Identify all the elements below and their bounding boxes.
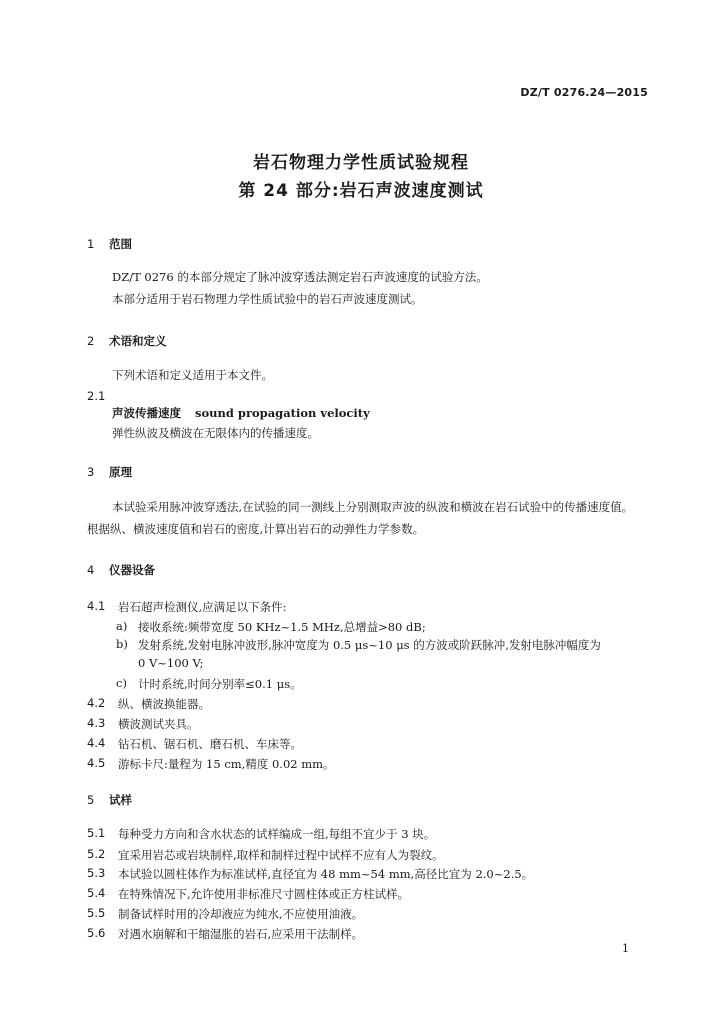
clause-text: 对遇水崩解和干缩湿胀的岩石,应采用干法制样。 [118, 927, 364, 941]
clause-number: 5.5 [87, 906, 106, 920]
document-code: DZ/T 0276.24—2015 [520, 86, 648, 99]
list-label: c) [116, 676, 127, 690]
section-heading-specimen [87, 792, 132, 808]
section-title: 试样 [109, 793, 132, 807]
section-number: 3 [87, 465, 95, 479]
clause-text: 制备试样时用的冷却液应为纯水,不应使用油液。 [118, 907, 364, 921]
section-title: 术语和定义 [109, 334, 167, 348]
term-english: sound propagation velocity [195, 406, 370, 420]
clause-number: 4.1 [87, 599, 106, 613]
list-item-text-continued: 0 V~100 V; [138, 656, 204, 670]
list-label: a) [116, 619, 128, 633]
clause-number: 5.4 [87, 886, 106, 900]
clause-text: 在特殊情况下,允许使用非标准尺寸圆柱体或正方柱试样。 [118, 887, 410, 901]
paragraph: DZ/T 0276 的本部分规定了脉冲波穿透法测定岩石声波速度的试验方法。 [112, 270, 488, 284]
document-title: 岩石物理力学性质试验规程 [253, 153, 469, 173]
section-title: 范围 [109, 237, 132, 251]
clause-number: 5.3 [87, 866, 106, 880]
paragraph: 本试验采用脉冲波穿透法,在试验的同一测线上分别测取声波的纵波和横波在岩石试验中的传播速度值。根据纵、横波速度值和岩石的密度,计算出岩石的动弹性力学参数。 [87, 500, 634, 536]
clause-text: 游标卡尺:量程为 15 cm,精度 0.02 mm。 [118, 757, 335, 771]
paragraph: 本部分适用于岩石物理力学性质试验中的岩石声波速度测试。 [112, 292, 423, 306]
clause-text: 横波测试夹具。 [118, 717, 199, 731]
clause-number: 5.2 [87, 847, 106, 861]
clause-number: 2.1 [87, 389, 106, 403]
section-number: 2 [87, 334, 95, 348]
section-title: 仪器设备 [109, 563, 155, 577]
list-label: b) [116, 637, 128, 651]
section-heading-equipment [87, 562, 155, 578]
paragraph: 下列术语和定义适用于本文件。 [112, 368, 273, 382]
section-heading-principle [87, 464, 132, 480]
document-subtitle: 第 24 部分:岩石声波速度测试 [238, 181, 484, 201]
term-entry [112, 402, 370, 424]
term-definition: 弹性纵波及横波在无限体内的传播速度。 [112, 426, 319, 440]
clause-text: 宜采用岩芯或岩块制样,取样和制样过程中试样不应有人为裂纹。 [118, 848, 444, 862]
list-item-text: 发射系统,发射电脉冲波形,脉冲宽度为 0.5 μs~10 μs 的方波或阶跃脉冲,发射电脉冲幅度为 [138, 638, 601, 652]
clause-number: 4.2 [87, 696, 106, 710]
clause-text: 岩石超声检测仪,应满足以下条件: [118, 600, 287, 614]
clause-text: 钻石机、锯石机、磨石机、车床等。 [118, 737, 302, 751]
section-number: 4 [87, 563, 95, 577]
clause-number: 4.5 [87, 756, 106, 770]
clause-number: 5.1 [87, 826, 106, 840]
section-number: 1 [87, 237, 95, 251]
section-heading-scope [87, 236, 132, 252]
clause-number: 4.3 [87, 716, 106, 730]
section-number: 5 [87, 793, 95, 807]
list-item-text: 计时系统,时间分别率≤0.1 μs。 [138, 677, 302, 691]
clause-text: 纵、横波换能器。 [118, 697, 210, 711]
section-heading-terms [87, 333, 167, 349]
section-title: 原理 [109, 465, 132, 479]
page-number: 1 [622, 942, 629, 955]
clause-text: 每种受力方向和含水状态的试样编成一组,每组不宜少于 3 块。 [118, 827, 436, 841]
term-chinese: 声波传播速度 [112, 406, 181, 420]
list-item-text: 接收系统:频带宽度 50 KHz~1.5 MHz,总增益>80 dB; [138, 620, 426, 634]
clause-number: 5.6 [87, 926, 106, 940]
clause-text: 本试验以圆柱体作为标准试样,直径宜为 48 mm~54 mm,高径比宜为 2.0~2.5。 [118, 867, 534, 881]
clause-number: 4.4 [87, 736, 106, 750]
